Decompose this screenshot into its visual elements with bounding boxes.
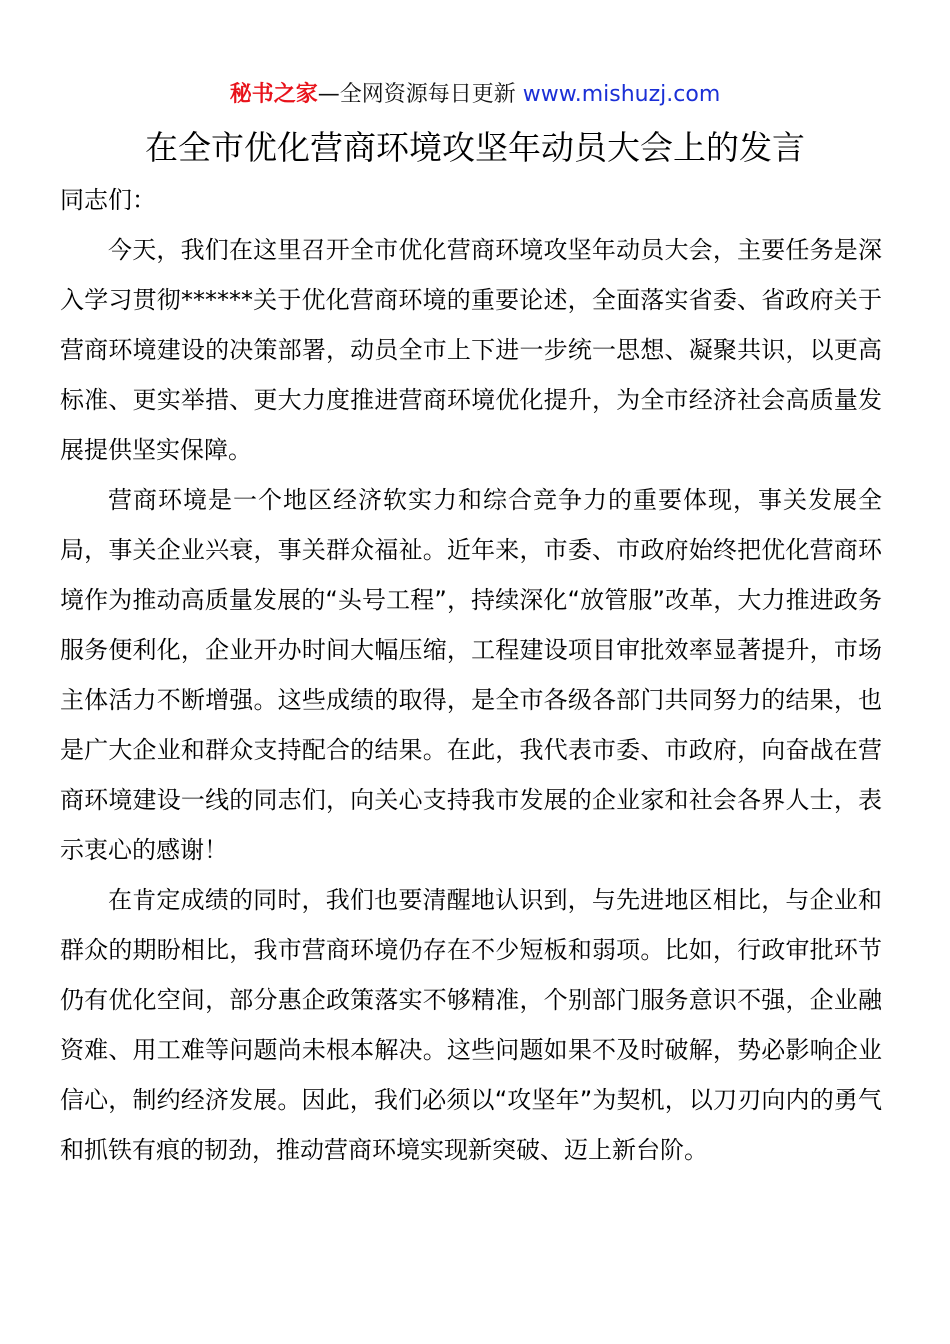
paragraph-3: 在肯定成绩的同时，我们也要清醒地认识到，与先进地区相比，与企业和群众的期盼相比，我市营商环境仍存在不少短板和弱项。比如，行政审批环节仍有优化空间，部分惠企政策落实不够精准，个别部门服务意识不强，企业融资难、用工难等问题尚未根本解决。这些问题如果不及时破解，势必影响企业信心，制约经济发展。因此，我们必须以“攻坚年”为契机，以刀刃向内的勇气和抓铁有痕的韧劲，推动营商环境实现新突破、迈上新台阶。 [60, 886, 882, 1164]
document-body [60, 175, 882, 1175]
site-tagline: —全网资源每日更新 [317, 82, 516, 107]
site-brand: 秘书之家 [229, 82, 318, 107]
document-title: 在全市优化营商环境攻坚年动员大会上的发言 [145, 128, 805, 167]
salutation: 同志们： [60, 186, 156, 214]
paragraph-1: 今天，我们在这里召开全市优化营商环境攻坚年动员大会，主要任务是深入学习贯彻******关于优化营商环境的重要论述，全面落实省委、省政府关于营商环境建设的决策部署，动员全市上下进一步统一思想、凝聚共识，以更高标准、更实举措、更大力度推进营商环境优化提升，为全市经济社会高质量发展提供坚实保障。 [60, 236, 882, 464]
paragraph-2: 营商环境是一个地区经济软实力和综合竞争力的重要体现，事关发展全局，事关企业兴衰，事关群众福祉。近年来，市委、市政府始终把优化营商环境作为推动高质量发展的“头号工程”，持续深化“放管服”改革，大力推进政务服务便利化，企业开办时间大幅压缩，工程建设项目审批效率显著提升，市场主体活力不断增强。这些成绩的取得，是全市各级各部门共同努力的结果，也是广大企业和群众支持配合的结果。在此，我代表市委、市政府，向奋战在营商环境建设一线的同志们，向关心支持我市发展的企业家和社会各界人士，表示衷心的感谢！ [60, 486, 882, 864]
site-url-link[interactable]: www.mishuzj.com [522, 82, 721, 107]
site-header [0, 78, 950, 112]
